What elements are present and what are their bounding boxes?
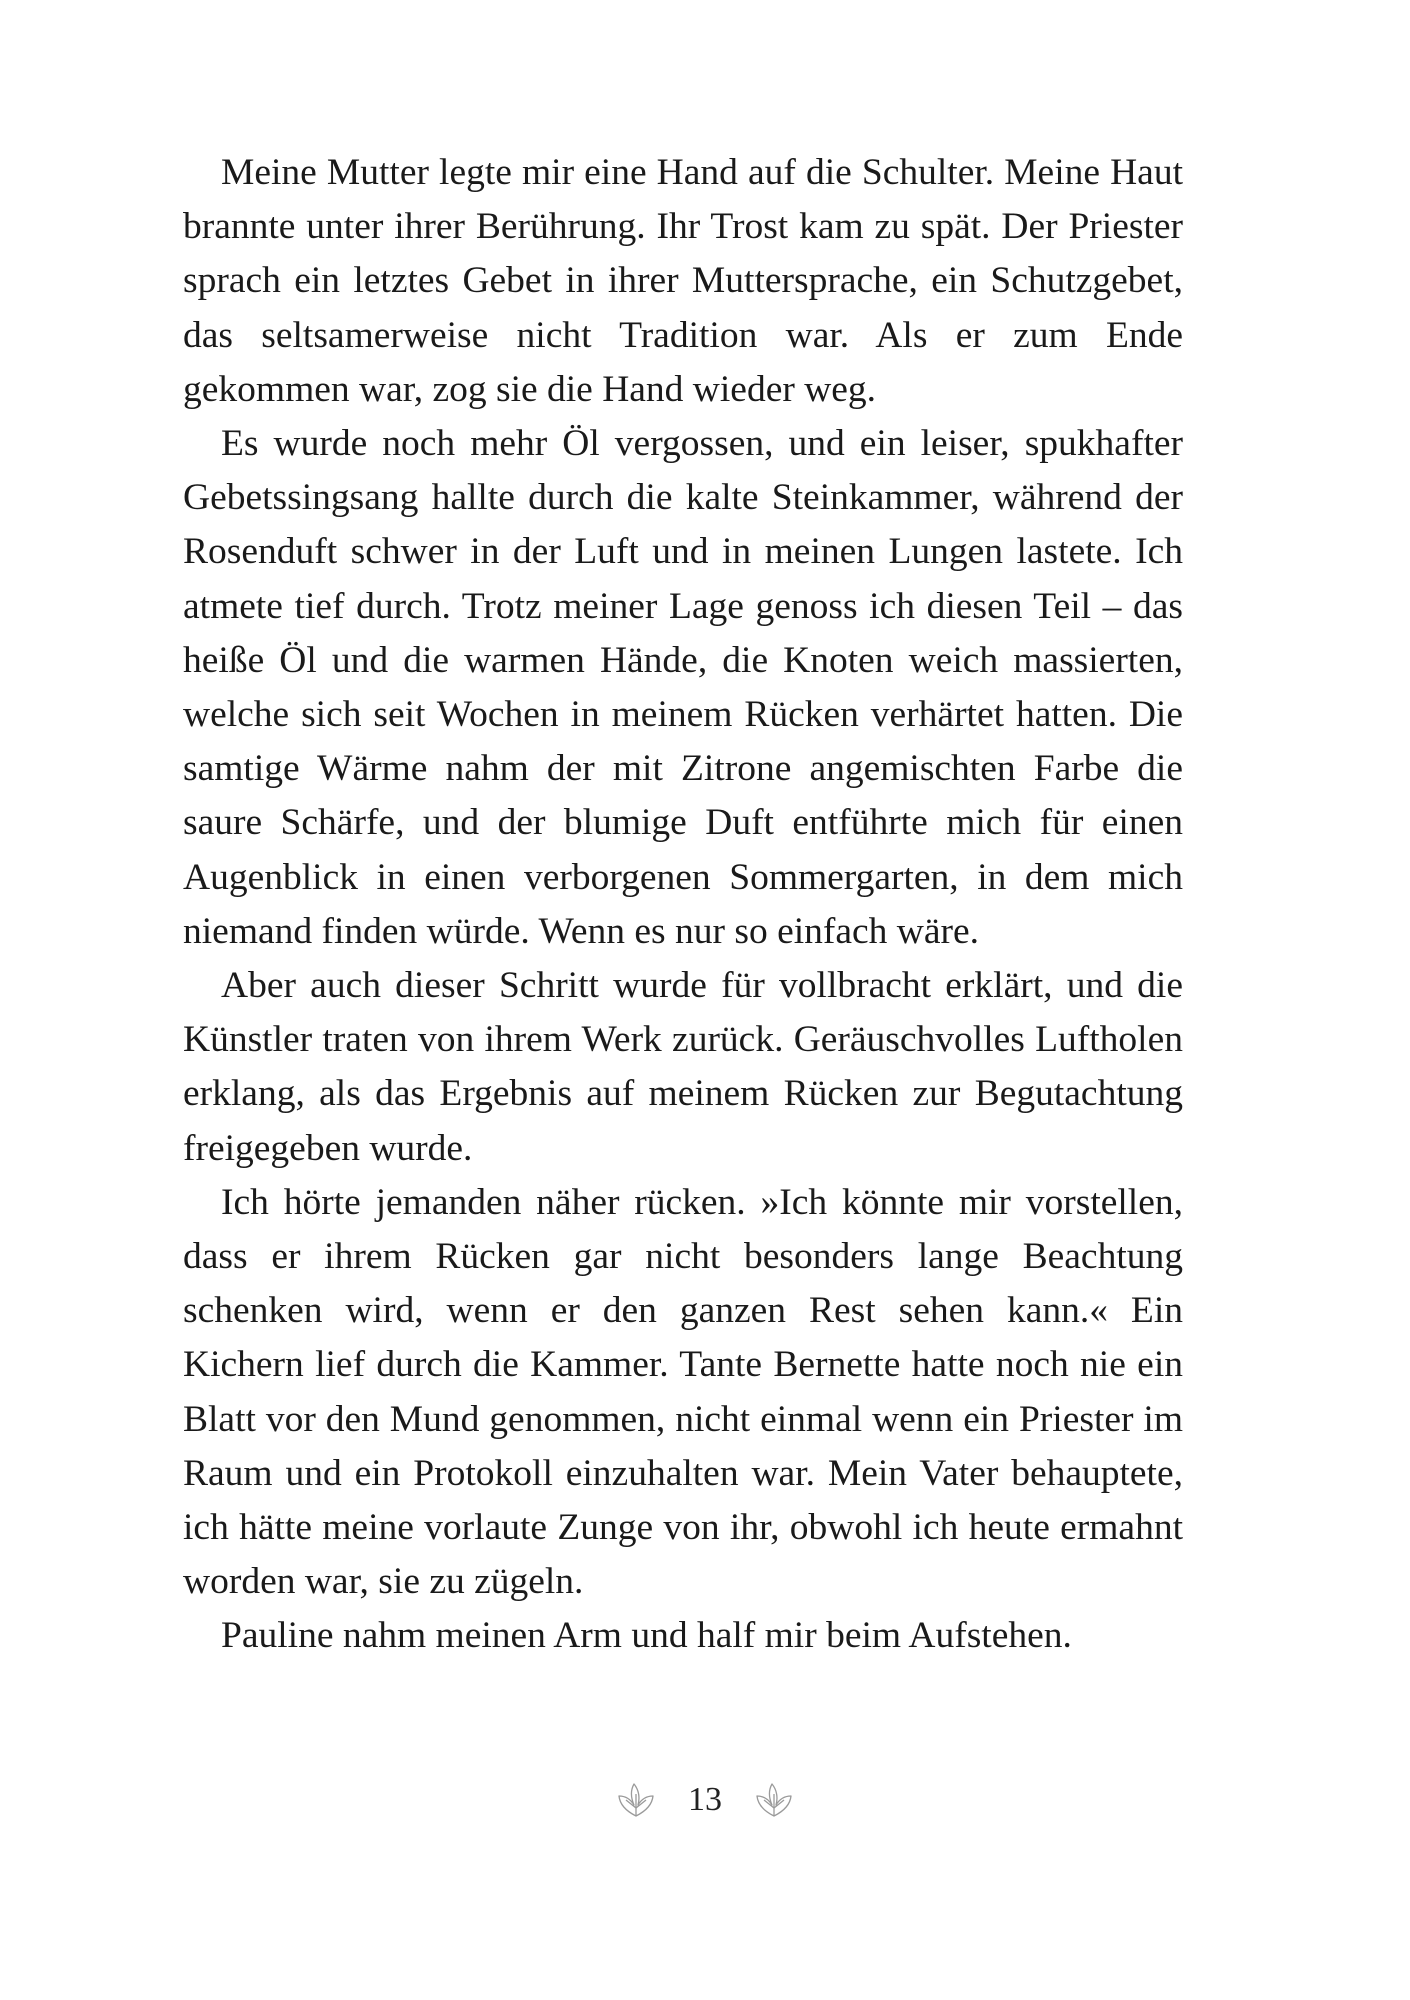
paragraph-4: Ich hörte jemanden näher rücken. »Ich könnte mir vorstellen, dass er ihrem Rücken gar nicht besonders lange Beachtung schenken wird, wenn er den ganzen Rest sehen kann.« Ein Kichern lief durch die Kammer. Tante Bernette hatte noch nie ein Blatt vor den Mund genommen, nicht einmal wenn ein Priester im Raum und ein Protokoll einzuhalten war. Mein Vater behauptete, ich hätte meine vorlaute Zunge von ihr, obwohl ich heute ermahnt worden war, sie zu zügeln. bbox=[183, 1181, 1183, 1603]
paragraph-3: Aber auch dieser Schritt wurde für vollbracht erklärt, und die Künstler traten von ihrem Werk zurück. Geräuschvolles Luftholen erklang, als das Ergebnis auf meinem Rücken zur Begutachtung freigegeben wurde. bbox=[183, 965, 1183, 1169]
leaf-ornament-icon bbox=[752, 1778, 796, 1822]
paragraph-5: Pauline nahm meinen Arm und half mir beim Aufstehen. bbox=[221, 1615, 1072, 1657]
body-text bbox=[183, 146, 1183, 1664]
page-footer bbox=[0, 1770, 1410, 1830]
paragraph-2: Es wurde noch mehr Öl vergossen, und ein leiser, spukhafter Gebetssingsang hallte durch die kalte Steinkammer, während der Rosenduft schwer in der Luft und in meinen Lungen lastete. Ich atmete tief durch. Trotz meiner Lage genoss ich diesen Teil – das heiße Öl und die warmen Hände, die Knoten weich massierten, welche sich seit Wochen in meinem Rücken verhärtet hatten. Die samtige Wärme nahm der mit Zitrone angemischten Farbe die saure Schärfe, und der blumige Duft entführte mich für einen Augenblick in einen verborgenen Sommergarten, in dem mich niemand finden würde. Wenn es nur so einfach wäre. bbox=[183, 423, 1183, 952]
page-number: 13 bbox=[688, 1781, 722, 1818]
paragraph-1: Meine Mutter legte mir eine Hand auf die Schulter. Meine Haut brannte unter ihrer Berührung. Ihr Trost kam zu spät. Der Priester sprach ein letztes Gebet in ihrer Muttersprache, ein Schutzgebet, das seltsamerweise nicht Tradition war. Als er zum Ende gekommen war, zog sie die Hand wieder weg. bbox=[183, 152, 1183, 410]
leaf-ornament-icon bbox=[614, 1778, 658, 1822]
